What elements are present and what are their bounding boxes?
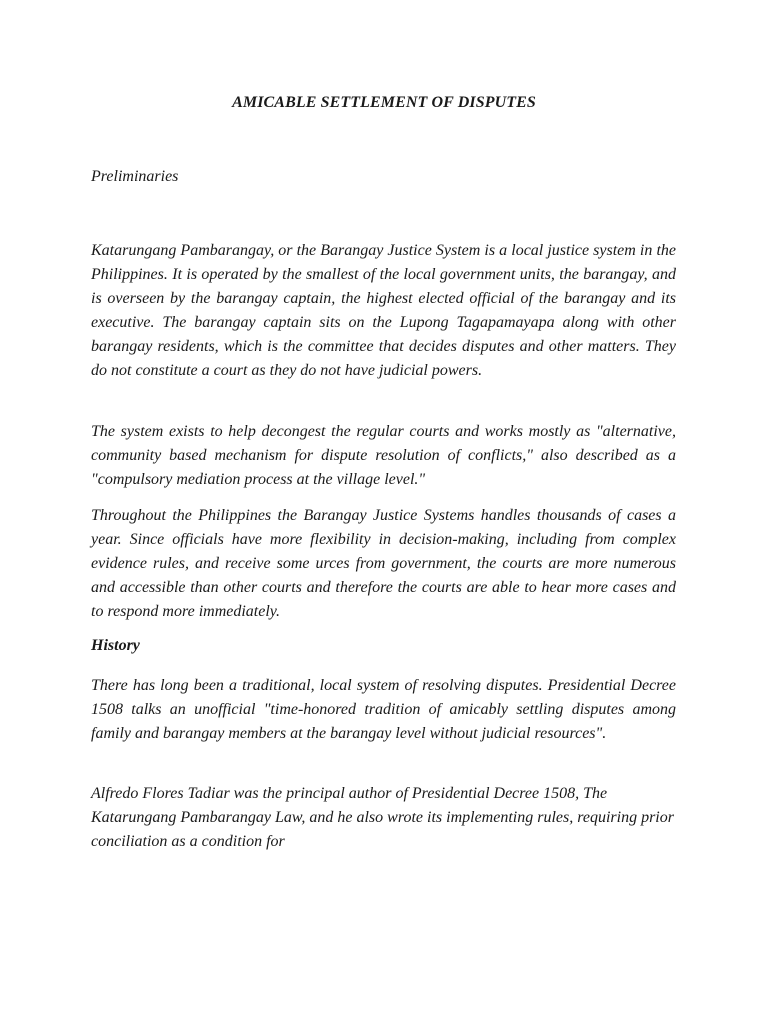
paragraph-history-tadiar: Alfredo Flores Tadiar was the principal author of Presidential Decree 1508, The Katarungang Pambarangay Law, and he also wrote its implementing rules, requiring prior conciliation as a condition for — [91, 785, 674, 850]
paragraph-caseload: Throughout the Philippines the Barangay Justice Systems handles thousands of cases a year. Since officials have more flexibility in decision-making, including from complex evidence rules, and receive some urces from government, the courts are more numerous and accessible than other courts and therefore the courts are able to hear more cases and to respond more immediately. — [91, 507, 676, 620]
page-title: AMICABLE SETTLEMENT OF DISPUTES — [232, 94, 536, 111]
history-heading: History — [91, 637, 140, 654]
paragraph-history-tradition: There has long been a traditional, local system of resolving disputes. Presidential Decree 1508 talks an unofficial "time-honored tradition of amicably settling disputes among family and barangay members at the barangay level without judicial resources". — [91, 677, 676, 742]
paragraph-katarungang: Katarungang Pambarangay, or the Barangay Justice System is a local justice system in the Philippines. It is operated by the smallest of the local government units, the barangay, and is overseen by the barangay captain, the highest elected official of the barangay and its executive. The barangay captain sits on the Lupong Tagapamayapa along with other barangay residents, which is the committee that decides disputes and other matters. They do not constitute a court as they do not have judicial powers. — [91, 242, 676, 379]
paragraph-system-purpose: The system exists to help decongest the regular courts and works mostly as "alternative, community based mechanism for dispute resolution of conflicts," also described as a "compulsory mediation process at the village level." — [91, 423, 676, 488]
preliminaries-heading: Preliminaries — [91, 168, 179, 185]
